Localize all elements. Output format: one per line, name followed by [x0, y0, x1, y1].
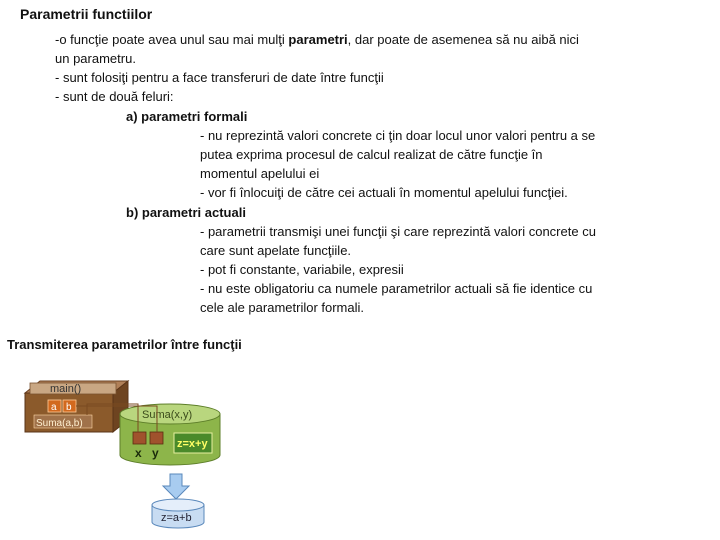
actual-line: - nu este obligatoriu ca numele parametrilor actuali să fie identice cu: [200, 281, 593, 296]
down-arrow-icon: [163, 474, 189, 499]
main-label: main(): [50, 383, 82, 395]
param-x-label: x: [135, 446, 142, 460]
actual-line: - parametrii transmişi unei funcţii şi care reprezintă valori concrete cu: [200, 224, 596, 239]
func-label: Suma(x,y): [142, 409, 193, 421]
actual-heading: b) parametri actuali: [126, 205, 246, 220]
actual-line: care sunt apelate funcţiile.: [200, 243, 352, 258]
actual-line: - pot fi constante, variabile, expresii: [200, 262, 404, 277]
intro-line-4: - sunt de două feluri:: [55, 89, 174, 104]
actual-line: cele ale parametrilor formali.: [200, 300, 365, 315]
expr-label: z=x+y: [177, 438, 208, 450]
param-y-label: y: [152, 446, 159, 460]
call-label: Suma(a,b): [36, 418, 83, 429]
intro-line-1-post: , dar poate de asemenea să nu aibă nici: [347, 32, 579, 47]
formal-line: momentul apelului ei: [200, 166, 320, 181]
page-title: Parametrii functiilor: [20, 6, 153, 22]
var-b-label: b: [66, 402, 72, 413]
param-x-box: [133, 432, 146, 444]
result-cylinder: [152, 499, 204, 528]
intro-line-1-pre: -o funcţie poate avea unul sau mai mulţi: [55, 32, 289, 47]
formal-line: - vor fi înlocuiţi de către cei actuali în momentul apelului funcţiei.: [200, 185, 568, 200]
section-title-parameter-passing: Transmiterea parametrilor între funcţii: [7, 337, 242, 352]
formal-line: - nu reprezintă valori concrete ci ţin doar locul unor valori pentru a se: [200, 128, 596, 143]
intro-line-1-bold: parametri: [288, 32, 348, 47]
formal-line: putea exprima procesul de calcul realizat de către funcţie în: [200, 147, 543, 162]
intro-line-2: un parametru.: [55, 51, 136, 66]
var-a-label: a: [51, 402, 57, 413]
param-y-box: [150, 432, 163, 444]
intro-line-3: - sunt folosiţi pentru a face transferuri de date între funcţii: [55, 70, 384, 85]
formal-heading: a) parametri formali: [126, 109, 248, 124]
result-label: z=a+b: [161, 512, 192, 524]
sum-function-cylinder: [120, 404, 220, 465]
